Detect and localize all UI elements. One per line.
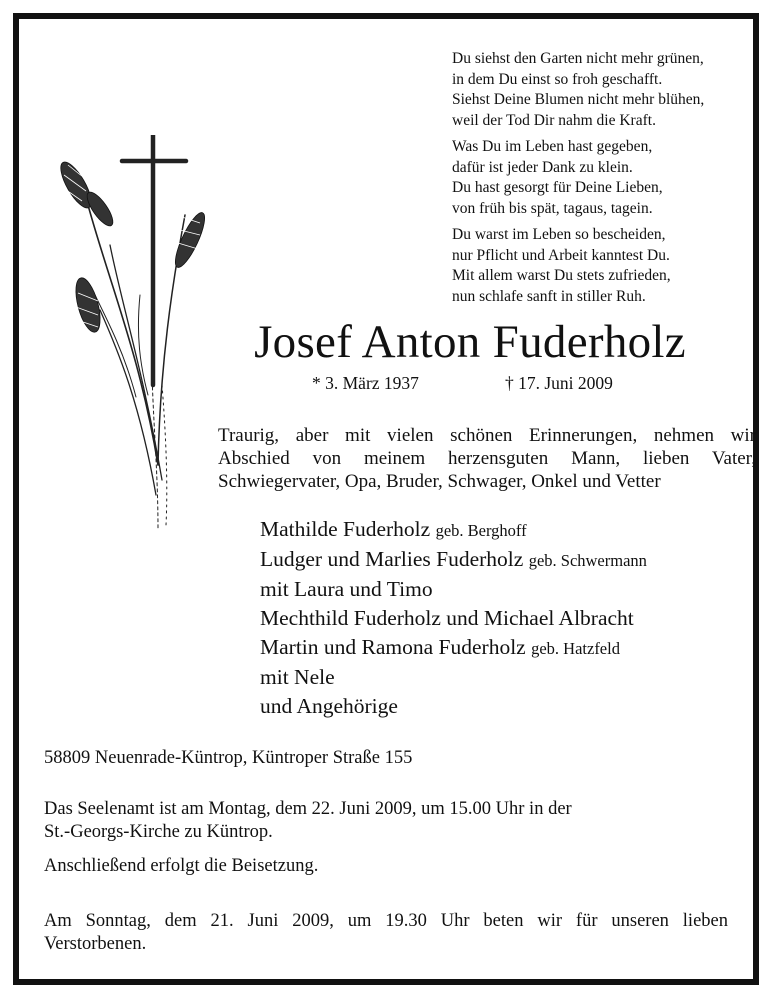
mourner-line xyxy=(260,545,755,575)
mourner-line: mit Laura und Timo xyxy=(260,577,433,601)
funeral-service-info xyxy=(44,798,734,889)
poem-stanza xyxy=(452,137,752,219)
requiem-line: Das Seelenamt ist am Montag, dem 22. Juni 2009, um 15.00 Uhr in der xyxy=(44,799,572,819)
poem-line: in dem Du einst so froh geschafft. xyxy=(452,70,663,88)
maiden-name: geb. Schwermann xyxy=(528,551,647,570)
poem-line: dafür ist jeder Dank zu klein. xyxy=(452,158,633,176)
requiem-mass-info xyxy=(44,798,734,844)
maiden-name: geb. Berghoff xyxy=(435,521,527,540)
poem-line: von früh bis spät, tagaus, tagein. xyxy=(452,199,653,217)
prayer-line: Verstorbenen. xyxy=(44,934,147,954)
mourner-name: Mathilde Fuderholz xyxy=(260,517,431,541)
poem-line: Was Du im Leben hast gegeben, xyxy=(452,138,653,155)
death-date: † 17. Juni 2009 xyxy=(505,373,613,393)
announcement-line: Abschied von meinem herzensguten Mann, lieben Vater, xyxy=(218,448,756,469)
poem-line: nur Pflicht und Arbeit kanntest Du. xyxy=(452,246,670,264)
poem-line: Du siehst den Garten nicht mehr grünen, xyxy=(452,50,704,67)
birth-date: * 3. März 1937 xyxy=(312,373,419,393)
mourner-name: Ludger und Marlies Fuderholz xyxy=(260,547,524,571)
maiden-name: geb. Hatzfeld xyxy=(531,639,620,658)
deceased-name: Josef Anton Fuderholz xyxy=(254,316,686,368)
burial-info: Anschließend erfolgt die Beisetzung. xyxy=(44,856,319,876)
mourner-name: Martin und Ramona Fuderholz xyxy=(260,635,526,659)
poem-line: Du hast gesorgt für Deine Lieben, xyxy=(452,179,663,196)
mourner-line xyxy=(260,633,755,663)
prayer-line: Am Sonntag, dem 21. Juni 2009, um 19.30 Uhr beten wir für unseren lieben xyxy=(44,911,728,931)
mourner-line: Mechthild Fuderholz und Michael Albracht xyxy=(260,606,634,630)
poem-line: Siehst Deine Blumen nicht mehr blühen, xyxy=(452,91,705,108)
mourner-line: und Angehörige xyxy=(260,694,398,718)
poem-line: Du warst im Leben so bescheiden, xyxy=(452,226,666,243)
poem xyxy=(452,49,752,313)
family-address: 58809 Neuenrade-Küntrop, Küntroper Straße 155 xyxy=(44,748,413,768)
mourners-list xyxy=(260,515,755,721)
poem-stanza xyxy=(452,49,752,131)
poem-line: weil der Tod Dir nahm die Kraft. xyxy=(452,111,656,129)
cross-with-wheat-icon xyxy=(40,135,220,535)
requiem-line: St.-Georgs-Kirche zu Küntrop. xyxy=(44,822,273,842)
announcement-line: Schwiegervater, Opa, Bruder, Schwager, Onkel und Vetter xyxy=(218,471,661,492)
prayer-info xyxy=(44,910,728,956)
mourner-line: mit Nele xyxy=(260,665,335,689)
announcement-line: Traurig, aber mit vielen schönen Erinnerungen, nehmen wir xyxy=(218,425,756,446)
poem-line: nun schlafe sanft in stiller Ruh. xyxy=(452,287,646,305)
mourner-line xyxy=(260,515,755,545)
poem-stanza xyxy=(452,225,752,307)
announcement xyxy=(218,424,756,493)
poem-line: Mit allem warst Du stets zufrieden, xyxy=(452,267,671,284)
